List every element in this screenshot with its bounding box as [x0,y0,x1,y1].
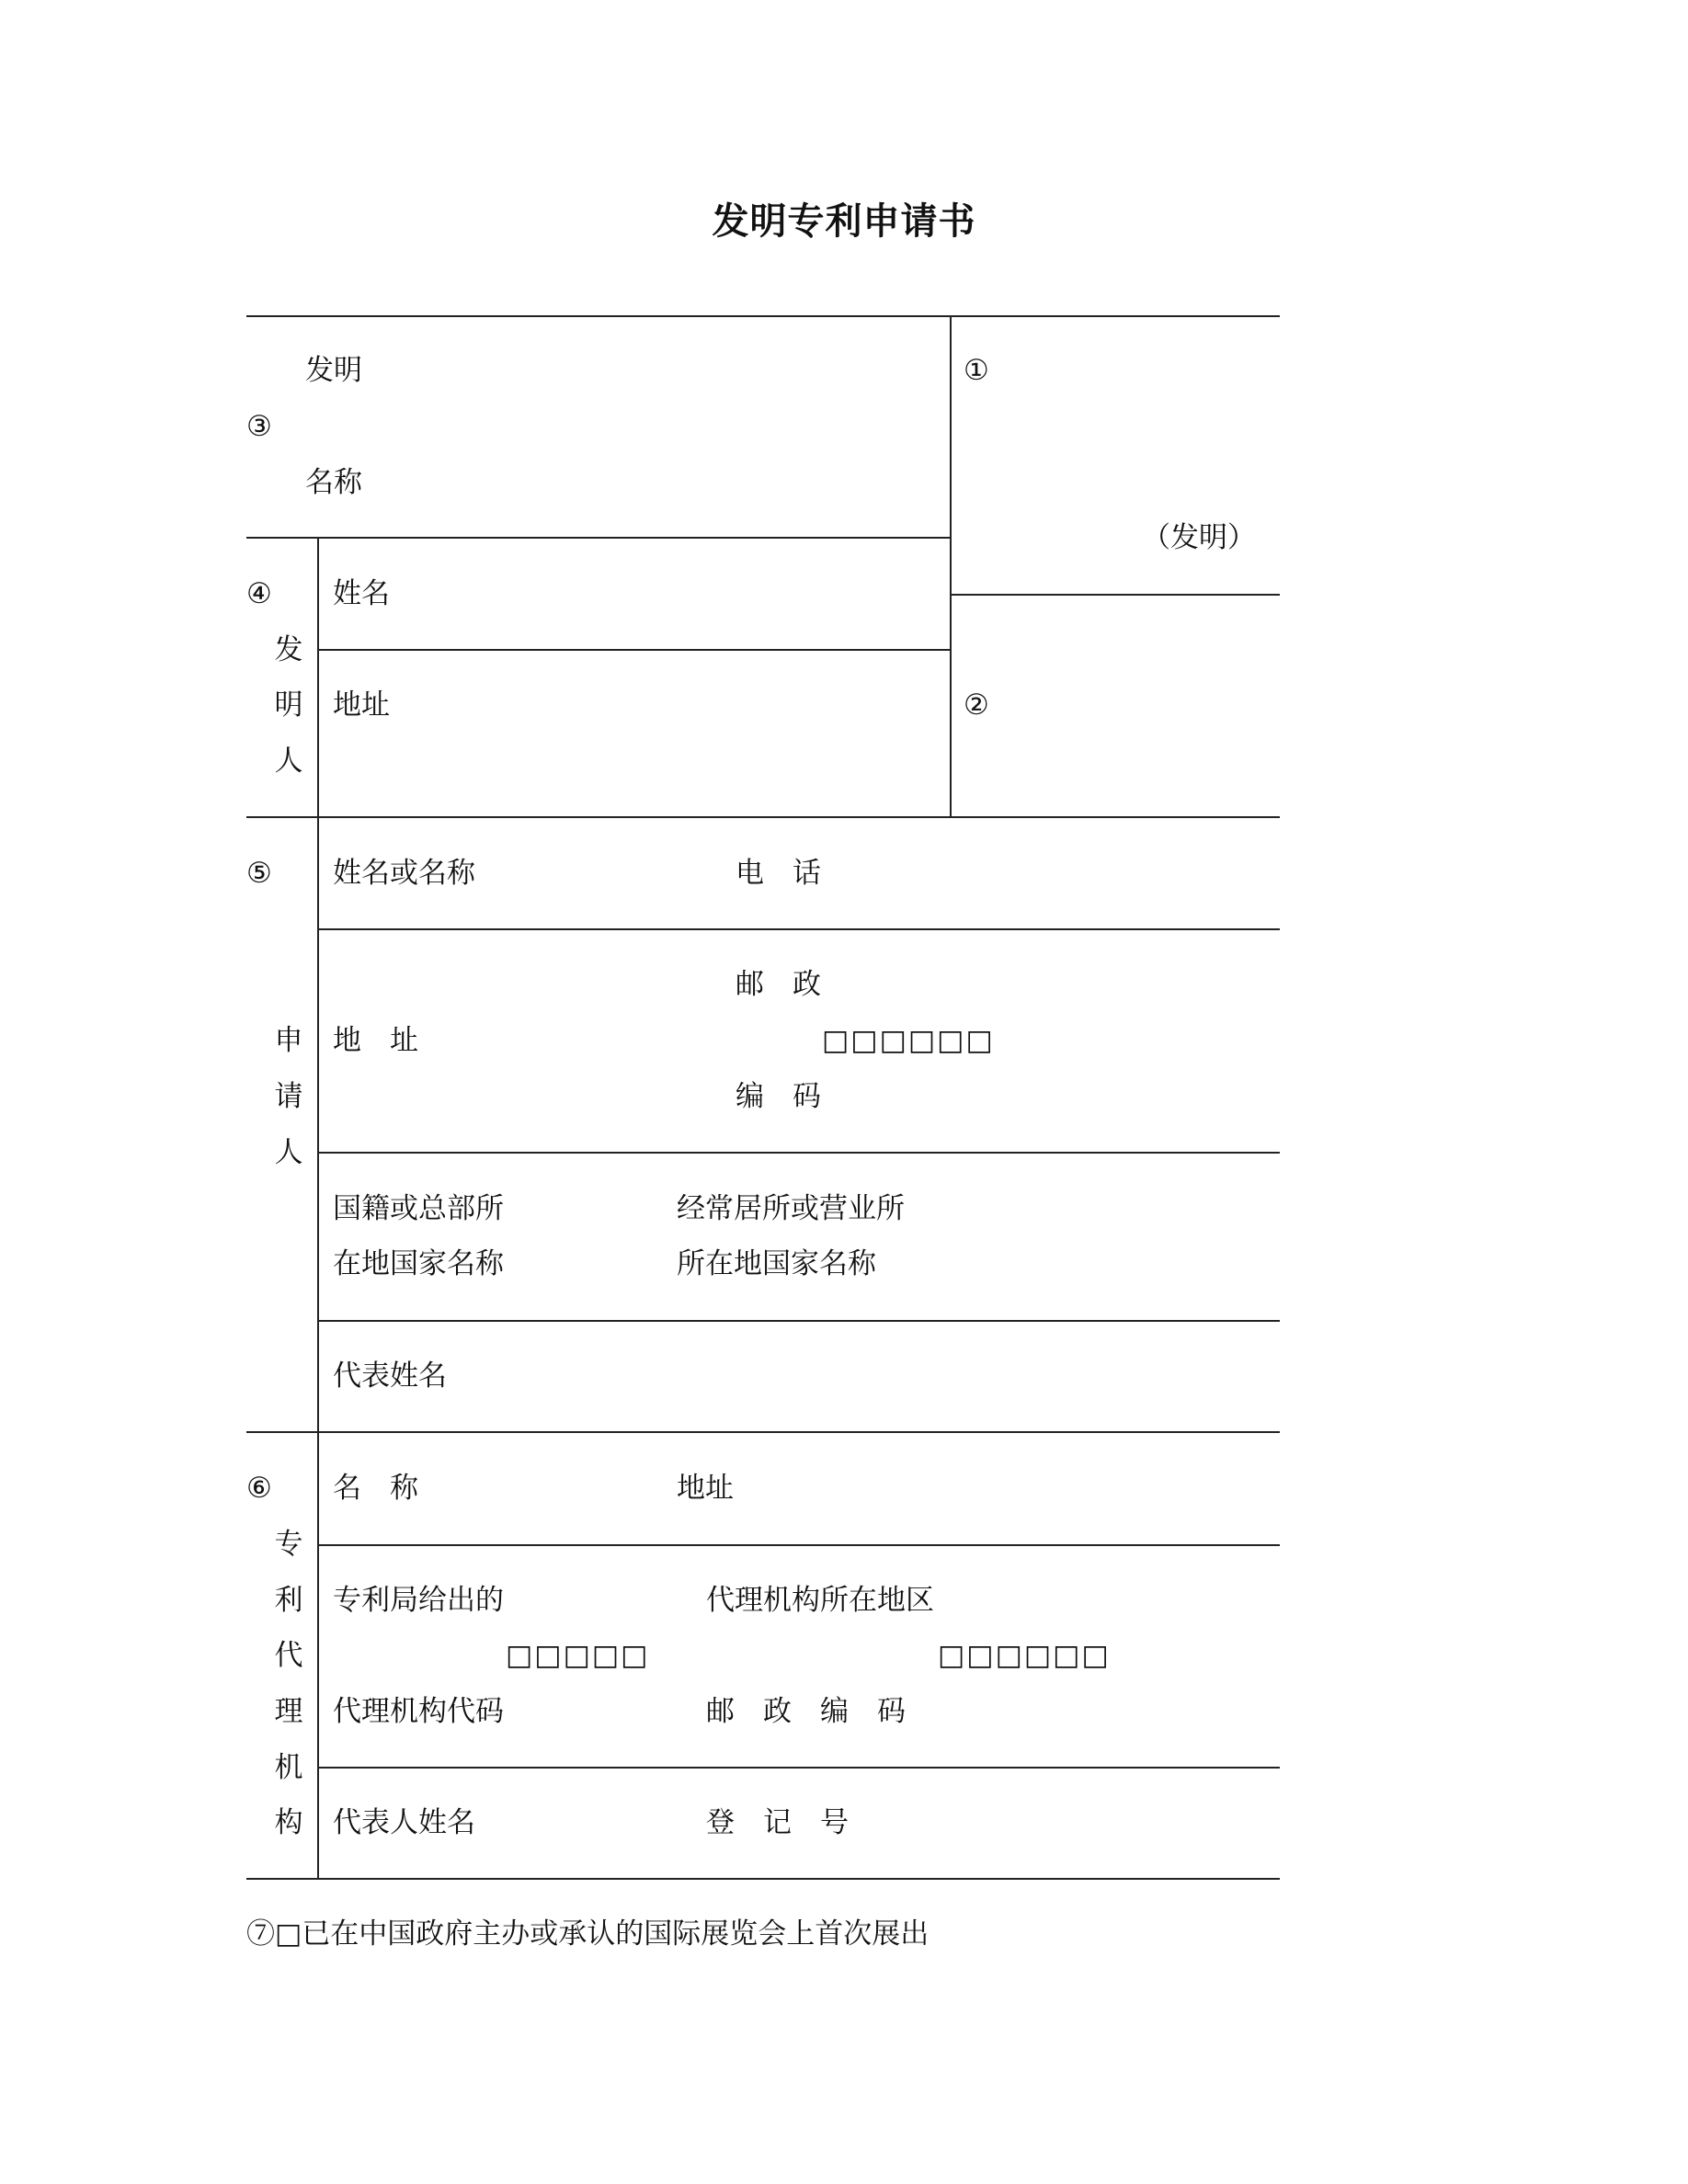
box1-marker: ① [964,354,989,387]
agency-region-boxes[interactable]: □□□□□□ [938,1639,1111,1672]
divider-agency [317,1431,319,1878]
applicant-nationality-line1: 国籍或总部所 [333,1192,504,1225]
agency-code-boxes[interactable]: □□□□□ [506,1639,650,1672]
applicant-residence-line2: 所在地国家名称 [677,1247,876,1280]
divider-inventor [317,537,319,816]
applicant-postal-bottom: 编 码 [736,1080,821,1113]
applicant-postal-boxes[interactable]: □□□□□□ [822,1024,995,1057]
inventor-vertical-2: 明 [274,688,303,722]
rule-applicant-1 [318,928,1280,930]
section3-marker: ③ [246,410,272,443]
applicant-vertical-3: 人 [274,1136,303,1169]
section5-marker: ⑤ [246,857,272,890]
agency-vertical-6: 构 [274,1806,303,1839]
agency-registration-label: 登 记 号 [706,1806,849,1839]
section3-label-top: 发明 [305,354,362,387]
rule-applicant-bottom [246,1431,1280,1433]
agency-code-line2: 代理机构代码 [333,1695,504,1728]
inventor-address-label: 地址 [333,688,390,722]
rule-agency-2 [318,1767,1280,1769]
applicant-postal-top: 邮 政 [736,968,821,1001]
divider-right-column [950,315,952,816]
divider-applicant [317,816,319,1431]
applicant-vertical-2: 请 [274,1080,303,1113]
box1-note: （发明） [1142,521,1256,554]
rule-inventor-bottom [246,816,1280,818]
section7-exhibition-statement: ⑦□已在中国政府主办或承认的国际展览会上首次展出 [246,1917,930,1951]
applicant-rep-label: 代表姓名 [333,1359,447,1393]
rule-invention-name-bottom [246,537,951,539]
agency-vertical-5: 机 [274,1751,303,1784]
rule-box1-bottom [951,594,1280,596]
applicant-name-label: 姓名或名称 [333,857,475,890]
section6-marker: ⑥ [246,1472,272,1505]
agency-code-line1: 专利局给出的 [333,1584,504,1617]
agency-agent-label: 代表人姓名 [333,1806,475,1839]
rule-agency-bottom [246,1878,1280,1880]
agency-vertical-3: 代 [274,1639,303,1672]
inventor-name-label: 姓名 [333,577,390,610]
rule-top [246,315,1280,317]
agency-vertical-2: 利 [274,1584,303,1617]
page-title: 发明专利申请书 [712,199,976,243]
agency-vertical-4: 理 [274,1695,303,1728]
rule-applicant-3 [318,1320,1280,1322]
agency-region-postal-label: 邮 政 编 码 [706,1695,906,1728]
rule-inventor-mid [318,649,951,651]
box2-marker: ② [964,688,989,722]
applicant-phone-label: 电 话 [736,857,821,890]
rule-applicant-2 [318,1152,1280,1154]
agency-region-label: 代理机构所在地区 [706,1584,934,1617]
inventor-vertical-1: 发 [274,633,303,666]
rule-agency-1 [318,1544,1280,1546]
applicant-nationality-line2: 在地国家名称 [333,1247,504,1280]
section4-marker: ④ [246,577,272,610]
agency-name-label: 名 称 [333,1472,418,1505]
agency-address-label: 地址 [677,1472,734,1505]
inventor-vertical-3: 人 [274,745,303,778]
applicant-address-label: 地 址 [333,1024,418,1057]
applicant-vertical-1: 申 [274,1024,303,1057]
agency-vertical-1: 专 [274,1528,303,1561]
section3-label-bottom: 名称 [305,466,362,499]
applicant-residence-line1: 经常居所或营业所 [677,1192,905,1225]
